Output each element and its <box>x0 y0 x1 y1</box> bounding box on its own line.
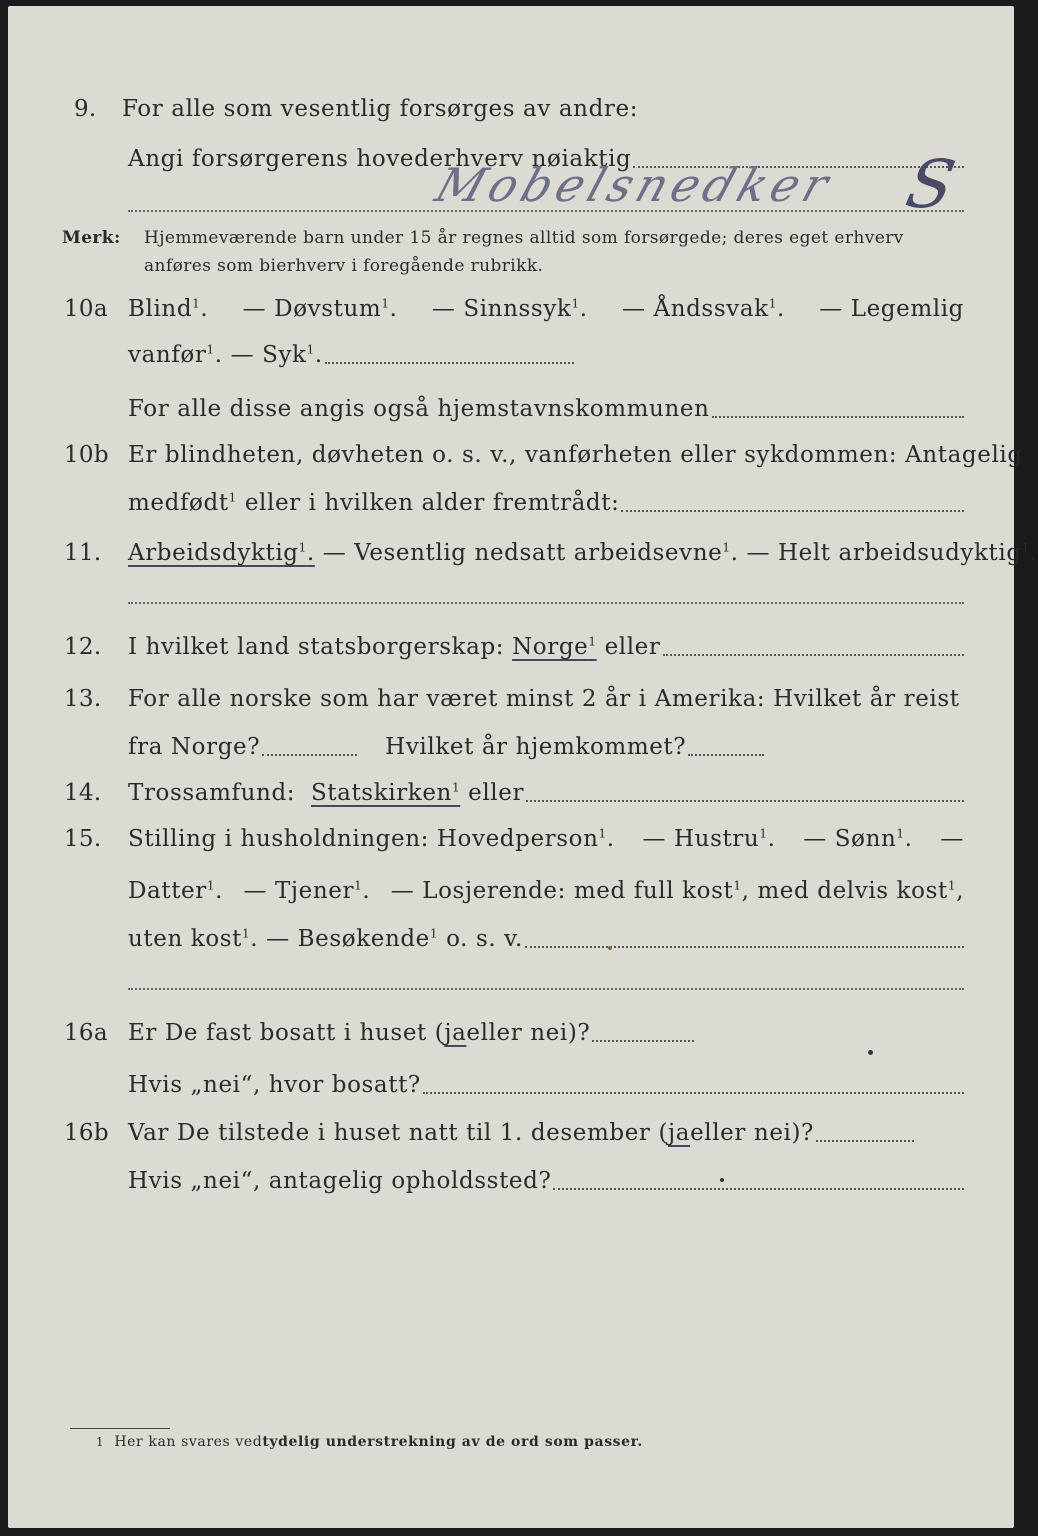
q14-number: 14. <box>64 780 102 806</box>
q15-fill[interactable] <box>525 946 964 948</box>
q15-hustru: — Hustru$^1$. <box>642 826 776 852</box>
q11-arbeidsdyktig: Arbeidsdyktig$^1$. <box>128 540 315 566</box>
q10a-hjemstavn: For alle disse angis også hjemstavnskommunen <box>128 396 710 422</box>
q12-text: I hvilket land statsborgerskap: <box>128 634 505 660</box>
q13-hjemkommet-fill[interactable] <box>688 754 764 756</box>
q13-text1: For alle norske som har været minst 2 år i Amerika: Hvilket år reist <box>128 686 960 712</box>
q16b-number: 16b <box>64 1120 109 1146</box>
q9-handwritten-answer: Mobelsnedker <box>429 158 840 212</box>
q10a-dovstum: — Døvstum$^1$. <box>242 296 398 322</box>
q16a-bosatt-fill[interactable] <box>423 1092 964 1094</box>
q15-losjerende: — Losjerende: med full kost$^1$ <box>390 878 742 904</box>
q16b-ja: ja <box>668 1120 691 1146</box>
q15-datter: Datter$^1$. <box>128 878 224 904</box>
q14-eller: eller <box>468 780 525 806</box>
q14-fill[interactable] <box>526 800 964 802</box>
q15-uten-kost: uten kost$^1$. <box>128 926 259 952</box>
q14-text: Trossamfund: <box>128 780 296 806</box>
q15-dash: — <box>940 826 964 852</box>
q10a-hjemstavn-fill[interactable] <box>712 416 964 418</box>
q11-nedsatt: — Vesentlig nedsatt arbeidsevne$^1$. <box>322 540 739 566</box>
q14-statskirken: Statskirken$^1$ <box>310 780 461 806</box>
q10a-legemlig: — Legemlig <box>819 296 964 322</box>
q10b-alder: eller i hvilken alder fremtrådt: <box>244 490 620 516</box>
footnote-rule <box>70 1428 170 1429</box>
q15-number: 15. <box>64 826 102 852</box>
q10a-number: 10a <box>64 296 108 322</box>
q10a-vanfor: vanfør$^1$. <box>128 342 223 368</box>
q12-eller: eller <box>604 634 661 660</box>
q13-reist: fra Norge? <box>128 734 261 760</box>
q16a-fill[interactable] <box>592 1040 694 1042</box>
q13-number: 13. <box>64 686 102 712</box>
q15-delvis: , med delvis kost$^1$ <box>741 878 957 904</box>
q16a-text-b: eller nei)? <box>466 1020 591 1046</box>
q16a-ja: ja <box>444 1020 467 1046</box>
q9-text: For alle som vesentlig forsørges av andre: <box>122 96 639 122</box>
q10a-syk-fill[interactable] <box>325 362 574 364</box>
q15-answer-line[interactable] <box>128 988 964 990</box>
q9-prompt: Angi forsørgerens hovederhverv nøiaktig <box>128 146 632 172</box>
q10a-andssvak: — Åndssvak$^1$. <box>621 296 785 322</box>
census-form-page: 9. For alle som vesentlig forsørges av andre: Angi forsørgerens hovederhverv nøiaktig Mobelsnedker Merk: Hjemmeværende barn under 15 år regnes alltid som forsørgede; deres eget erhverv anføres som bierhverv i foregående rubrikk. 10a Blind$^1$. — Døvstum$^1$. — Sinnssyk$^1$. — Åndssvak$^1$. — Legemlig vanfør$^1$. — Syk$^1$. For alle disse angis også hjemstavnskommunen 10b Er blindheten, døvheten o. s. v., vanførheten eller sykdommen: Antagelig medfødt$^1$ eller i hvilken alder fremtrådt: 11. Arbeidsdyktig$^1$. — Vesentlig nedsatt arbeidsevne$^1$. — Helt arbeidsudyktig$^1$. 12. I hvilket land statsborgerskap: Norge$^1$ eller 13. For alle norske som har været minst 2 år i Amerika: Hvilket år reist fra Norge? Hvilket år hjemkommet? 14. Trossamfund: Statskirken$^1$ eller 15. Stilling i husholdningen: Hovedperson$^1$. — Hustru$^1$. — Sønn$^1$. — Datter$^1$. — Tjener$^1$. — Losjerende: med full kost$^1$ , med delvis kost$^1$ , uten kost$^1$. — Besøkende$^1$ o. s. v. 16a Er De fast bosatt i huset ( ja eller nei)? Hvis „nei“, hvor bosatt? 16b Var De tilstede i huset natt til 1. desember ( ja eller nei)? Hvis „nei“, antagelig opholdssted? 1 Her kan svares ved tydelig understrekning av de ord som passer. S <box>8 6 1014 1528</box>
q13-hjemkommet: Hvilket år hjemkommet? <box>385 734 687 760</box>
q15-besokende: — Besøkende$^1$ <box>266 926 439 952</box>
q10b-medfodt: medfødt$^1$ <box>128 490 237 516</box>
q15-hovedperson: Stilling i husholdningen: Hovedperson$^1$. <box>128 826 615 852</box>
merk-label: Merk: <box>62 228 121 248</box>
ink-dot <box>868 1050 873 1055</box>
q16a-text-a: Er De fast bosatt i huset ( <box>128 1020 445 1046</box>
q15-osv: o. s. v. <box>446 926 523 952</box>
q11-number: 11. <box>64 540 102 566</box>
q16a-bosatt: Hvis „nei“, hvor bosatt? <box>128 1072 421 1098</box>
q10a-syk: — Syk$^1$. <box>230 342 323 368</box>
q11-udyktig: — Helt arbeidsudyktig$^1$. <box>746 540 1038 566</box>
merk-text1: Hjemmeværende barn under 15 år regnes alltid som forsørgede; deres eget erhverv <box>144 228 904 248</box>
footnote-text-b: tydelig understrekning av de ord som passer. <box>262 1434 643 1450</box>
q10b-number: 10b <box>64 442 109 468</box>
q10a-blind: Blind$^1$. <box>128 296 209 322</box>
q9-number: 9. <box>74 96 97 122</box>
q16b-text-a: Var De tilstede i huset natt til 1. desember ( <box>128 1120 669 1146</box>
q15-sonn: — Sønn$^1$. <box>803 826 913 852</box>
q16b-opholdssted: Hvis „nei“, antagelig opholdssted? <box>128 1168 552 1194</box>
q16b-fill[interactable] <box>816 1140 914 1142</box>
q12-number: 12. <box>64 634 102 660</box>
ink-dot <box>608 946 612 950</box>
q16b-text-b: eller nei)? <box>690 1120 814 1146</box>
q9-answer-line[interactable] <box>128 210 964 212</box>
q12-norge: Norge$^1$ <box>512 634 597 660</box>
q10b-fill[interactable] <box>621 510 964 512</box>
q15-tjener: — Tjener$^1$. <box>243 878 371 904</box>
q10b-text1: Er blindheten, døvheten o. s. v., vanførheten eller sykdommen: Antagelig <box>128 442 1023 468</box>
ink-dot <box>720 1178 724 1182</box>
q13-reist-fill[interactable] <box>262 754 357 756</box>
footnote-text-a: Her kan svares ved <box>114 1434 263 1450</box>
merk-text2: anføres som bierhverv i foregående rubrikk. <box>144 256 544 276</box>
q10a-sinnssyk: — Sinnssyk$^1$. <box>431 296 588 322</box>
q11-answer-line[interactable] <box>128 602 964 604</box>
q15-comma: , <box>956 878 965 904</box>
q16a-number: 16a <box>64 1020 108 1046</box>
q12-fill[interactable] <box>663 654 965 656</box>
q16b-opholdssted-fill[interactable] <box>553 1188 964 1190</box>
q9-handwritten-mark: S <box>899 146 962 223</box>
